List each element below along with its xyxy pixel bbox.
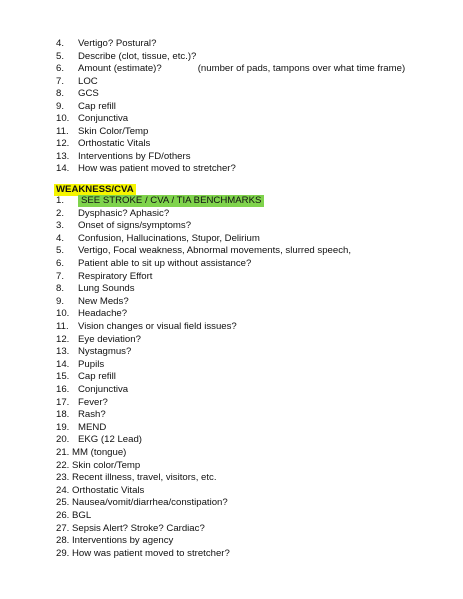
list-item-text: New Meds? xyxy=(78,295,129,307)
list-item xyxy=(56,126,148,138)
list-item-text: How was patient moved to stretcher? xyxy=(78,163,236,174)
list-item-text: Respiratory Effort xyxy=(78,270,153,282)
list-item-text: Conjunctiva xyxy=(78,113,129,124)
list-item xyxy=(56,88,99,100)
list-item-number: 9. xyxy=(56,100,65,112)
list-item-number: 8. xyxy=(56,88,65,99)
list-item xyxy=(56,233,260,245)
list-item-text: Skin Color/Temp xyxy=(78,125,149,137)
list-item-number: 20. xyxy=(56,434,70,446)
list-item-text: LOC xyxy=(78,75,98,87)
list-item-text: How was patient moved to stretcher? xyxy=(72,547,230,559)
list-item xyxy=(56,271,152,283)
list-item xyxy=(56,434,142,446)
section-heading: WEAKNESS/CVA xyxy=(56,184,134,195)
list-item xyxy=(56,472,217,484)
list-item-text: SEE STROKE / CVA / TIA BENCHMARKS xyxy=(78,195,264,207)
list-item-text: Vertigo? Postural? xyxy=(78,38,157,49)
list-item xyxy=(56,296,129,308)
list-item-text: Headache? xyxy=(78,308,128,320)
list-item-number: 29. xyxy=(56,547,70,559)
list-item-number: 10. xyxy=(56,308,70,320)
list-item xyxy=(56,384,128,396)
list-item-number: 13. xyxy=(56,150,70,162)
list-item xyxy=(56,548,230,560)
list-item-number: 6. xyxy=(56,63,65,74)
list-item xyxy=(56,138,150,150)
list-item-number: 17. xyxy=(56,396,70,408)
list-item-text: Rash? xyxy=(78,409,106,421)
list-item xyxy=(56,220,191,232)
list-item-number: 18. xyxy=(56,409,70,421)
list-item xyxy=(56,359,104,371)
list-item-text: Confusion, Hallucinations, Stupor, Delirium xyxy=(78,232,260,244)
list-item xyxy=(56,163,236,175)
list-item xyxy=(56,485,144,497)
list-item-number: 22. xyxy=(56,459,70,471)
list-item-number: 3. xyxy=(56,220,65,232)
list-item-number: 26. xyxy=(56,510,70,521)
list-item xyxy=(56,321,237,333)
list-item xyxy=(56,76,98,88)
list-item-number: 1. xyxy=(56,195,65,206)
list-item-number: 10. xyxy=(56,113,70,124)
list-item-number: 19. xyxy=(56,421,70,433)
list-item-number: 24. xyxy=(56,484,70,496)
list-item-text: Orthostatic Vitals xyxy=(78,138,151,149)
list-item-number: 15. xyxy=(56,371,70,383)
list-item xyxy=(56,409,106,421)
list-item xyxy=(56,283,135,295)
list-item-text: Describe (clot, tissue, etc.)? xyxy=(78,50,197,62)
list-item xyxy=(56,151,191,163)
list-item-text: Skin color/Temp xyxy=(72,459,141,471)
list-item xyxy=(56,497,228,509)
list-item-text: Nausea/vomit/diarrhea/constipation? xyxy=(72,497,228,509)
list-item-number: 11. xyxy=(56,321,69,332)
list-item-number: 8. xyxy=(56,283,65,295)
list-item xyxy=(56,422,106,434)
list-item xyxy=(56,510,91,522)
list-item xyxy=(56,51,196,63)
list-item xyxy=(56,208,169,220)
list-item-number: 11. xyxy=(56,125,69,137)
list-item xyxy=(56,63,405,75)
list-item xyxy=(56,535,173,547)
list-item-text: Cap refill xyxy=(78,371,116,383)
list-item-number: 12. xyxy=(56,333,70,345)
list-item-text: Lung Sounds xyxy=(78,283,135,295)
list-item xyxy=(56,38,156,50)
list-item xyxy=(56,334,141,346)
list-item-number: 25. xyxy=(56,497,70,509)
list-item-number: 7. xyxy=(56,75,65,87)
list-item-text: Orthostatic Vitals xyxy=(72,484,145,496)
list-item xyxy=(56,371,116,383)
list-item-number: 5. xyxy=(56,245,65,257)
list-item-number: 14. xyxy=(56,358,70,370)
list-item-text: Amount (estimate)? xyxy=(78,63,162,74)
list-item-number: 7. xyxy=(56,270,65,282)
list-item-number: 2. xyxy=(56,207,65,219)
list-item-text: EKG (12 Lead) xyxy=(78,434,142,446)
list-item xyxy=(56,113,128,125)
list-item-text: GCS xyxy=(78,88,99,99)
list-item-text: Nystagmus? xyxy=(78,346,132,358)
list-item-number: 14. xyxy=(56,163,70,174)
list-item-number: 21. xyxy=(56,447,70,458)
list-item-text: MM (tongue) xyxy=(72,447,127,458)
list-item-text: Patient able to sit up without assistance? xyxy=(78,258,252,269)
list-item-number: 28. xyxy=(56,535,70,547)
list-item-text: Vision changes or visual field issues? xyxy=(78,321,237,332)
list-item-text: MEND xyxy=(78,421,107,433)
list-item-number: 16. xyxy=(56,384,70,395)
list-item xyxy=(56,258,251,270)
list-item-text: Sepsis Alert? Stroke? Cardiac? xyxy=(72,522,205,534)
list-item-text: Fever? xyxy=(78,396,108,408)
list-item-number: 9. xyxy=(56,295,65,307)
list-item-number: 12. xyxy=(56,138,70,149)
list-item xyxy=(56,245,351,257)
list-item-text: Pupils xyxy=(78,358,105,370)
list-item-text: Interventions by agency xyxy=(72,535,174,547)
list-item-text: Dysphasic? Aphasic? xyxy=(78,207,170,219)
list-item-text: Recent illness, travel, visitors, etc. xyxy=(72,472,217,484)
list-item xyxy=(56,397,108,409)
list-item-number: 13. xyxy=(56,346,70,358)
list-item-number: 27. xyxy=(56,522,70,534)
list-item-number: 4. xyxy=(56,232,65,244)
list-item-number: 5. xyxy=(56,50,65,62)
list-item-text: Onset of signs/symptoms? xyxy=(78,220,192,232)
list-item xyxy=(56,101,116,113)
list-item-text: Cap refill xyxy=(78,100,116,112)
list-item-number: 4. xyxy=(56,38,65,49)
list-item-text: Interventions by FD/others xyxy=(78,150,191,162)
list-item-text: Vertigo, Focal weakness, Abnormal movements, slurred speech, xyxy=(78,245,352,257)
list-item xyxy=(56,308,127,320)
list-item-text: Conjunctiva xyxy=(78,384,129,395)
list-item xyxy=(56,195,264,207)
list-item-text: BGL xyxy=(72,510,92,521)
list-item xyxy=(56,460,140,472)
list-item-note: (number of pads, tampons over what time frame) xyxy=(197,63,406,74)
list-item-number: 6. xyxy=(56,258,65,269)
list-item xyxy=(56,523,205,535)
list-item xyxy=(56,447,126,459)
list-item-number: 23. xyxy=(56,472,70,484)
list-item xyxy=(56,346,131,358)
list-item-text: Eye deviation? xyxy=(78,333,141,345)
